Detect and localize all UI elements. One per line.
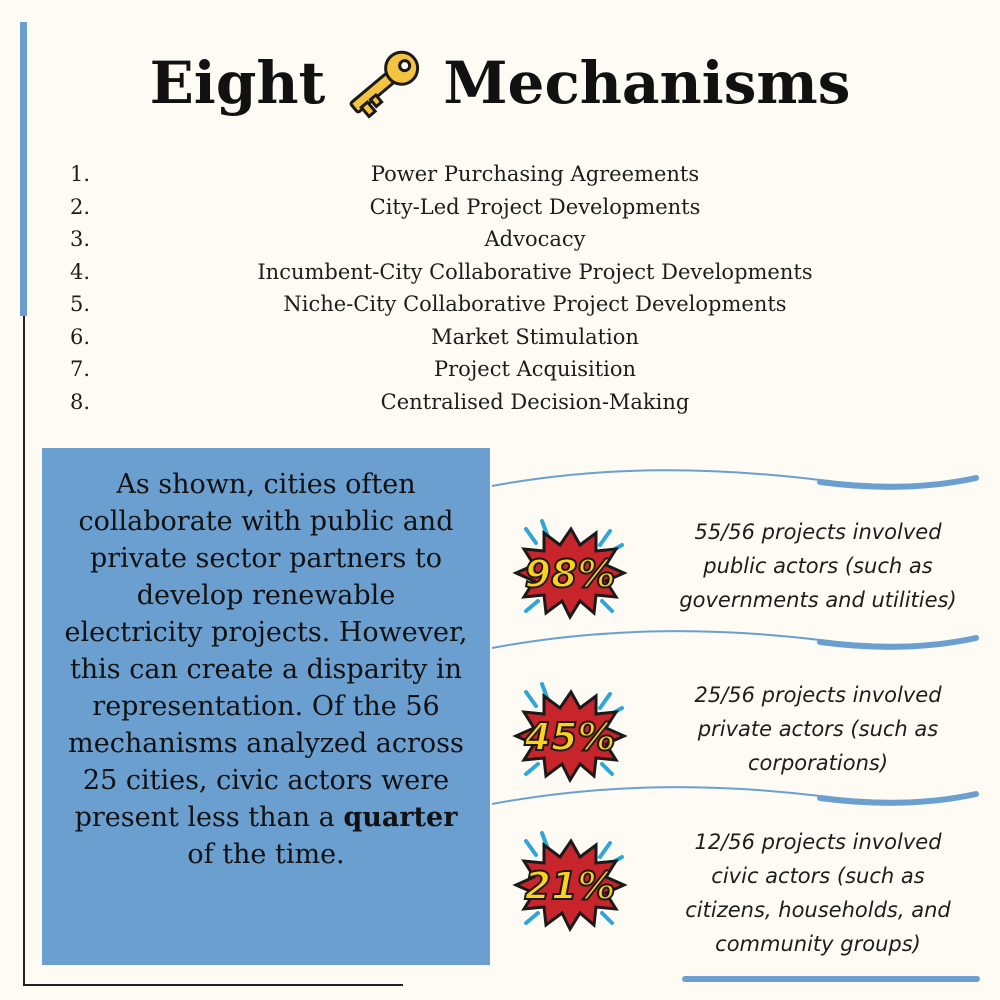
item-label: Niche-City Collaborative Project Developments bbox=[283, 292, 787, 316]
stat-percent: 21% bbox=[524, 864, 616, 908]
list-item bbox=[60, 353, 1000, 386]
title-left: Eight bbox=[149, 49, 326, 117]
stat-line: corporations) bbox=[747, 751, 889, 775]
item-label: Incumbent-City Collaborative Project Developments bbox=[257, 259, 813, 284]
stat-line: 25/56 projects involved bbox=[694, 683, 942, 707]
item-number: 7. bbox=[70, 357, 91, 381]
stat-description bbox=[668, 515, 968, 617]
item-label: Advocacy bbox=[484, 227, 586, 251]
title-right: Mechanisms bbox=[443, 49, 851, 117]
item-label: Project Acquisition bbox=[433, 357, 637, 381]
item-number: 2. bbox=[70, 194, 91, 219]
stat-line: community groups) bbox=[715, 932, 921, 956]
list-item bbox=[60, 288, 1000, 321]
item-label: Centralised Decision-Making bbox=[380, 389, 690, 414]
wave-divider bbox=[490, 466, 980, 506]
item-number: 6. bbox=[70, 324, 91, 349]
mechanism-list bbox=[60, 158, 1000, 418]
summary-box bbox=[42, 448, 490, 965]
stat-line: 12/56 projects involved bbox=[694, 830, 942, 854]
item-number: 1. bbox=[70, 162, 91, 186]
stat-percent: 45% bbox=[524, 715, 616, 759]
item-number: 4. bbox=[70, 259, 91, 284]
list-item bbox=[60, 223, 1000, 256]
item-number: 5. bbox=[70, 292, 91, 316]
list-item bbox=[60, 256, 1000, 289]
stat-line: civic actors (such as bbox=[711, 864, 925, 888]
stat-private bbox=[500, 678, 1000, 798]
summary-emphasis: quarter bbox=[343, 802, 458, 833]
stat-line: citizens, households, and bbox=[685, 898, 951, 922]
summary-text-end: of the time. bbox=[187, 839, 345, 870]
list-item bbox=[60, 386, 1000, 419]
burst-icon bbox=[506, 678, 636, 790]
burst-icon bbox=[506, 515, 636, 627]
stat-civic bbox=[500, 825, 1000, 956]
list-item bbox=[60, 321, 1000, 354]
stat-description bbox=[668, 825, 968, 961]
page-title bbox=[0, 38, 1000, 128]
stat-line: governments and utilities) bbox=[679, 588, 957, 612]
axis-line-vertical bbox=[23, 316, 25, 986]
key-icon bbox=[339, 38, 429, 128]
burst-icon bbox=[506, 827, 636, 939]
axis-line-horizontal bbox=[23, 984, 403, 986]
stat-line: 55/56 projects involved bbox=[694, 520, 942, 544]
stat-description bbox=[668, 678, 968, 780]
summary-text: As shown, cities often collaborate with public and private sector partners to develop renewable electricity projects. However, this can create a disparity in representation. Of the 56 mechanisms analyzed across 25 cities, civic actors were present less than a bbox=[64, 469, 468, 833]
item-number: 3. bbox=[70, 227, 91, 251]
item-label: Market Stimulation bbox=[431, 324, 639, 349]
stat-public bbox=[500, 515, 1000, 635]
stat-line: private actors (such as bbox=[697, 717, 939, 741]
stat-percent: 98% bbox=[524, 552, 616, 596]
stat-line: public actors (such as bbox=[703, 554, 933, 578]
item-number: 8. bbox=[70, 389, 91, 414]
item-label: City-Led Project Developments bbox=[369, 194, 701, 219]
item-label: Power Purchasing Agreements bbox=[370, 162, 700, 186]
list-item bbox=[60, 191, 1000, 224]
accent-bar-bottom bbox=[682, 976, 980, 982]
list-item bbox=[60, 158, 1000, 191]
